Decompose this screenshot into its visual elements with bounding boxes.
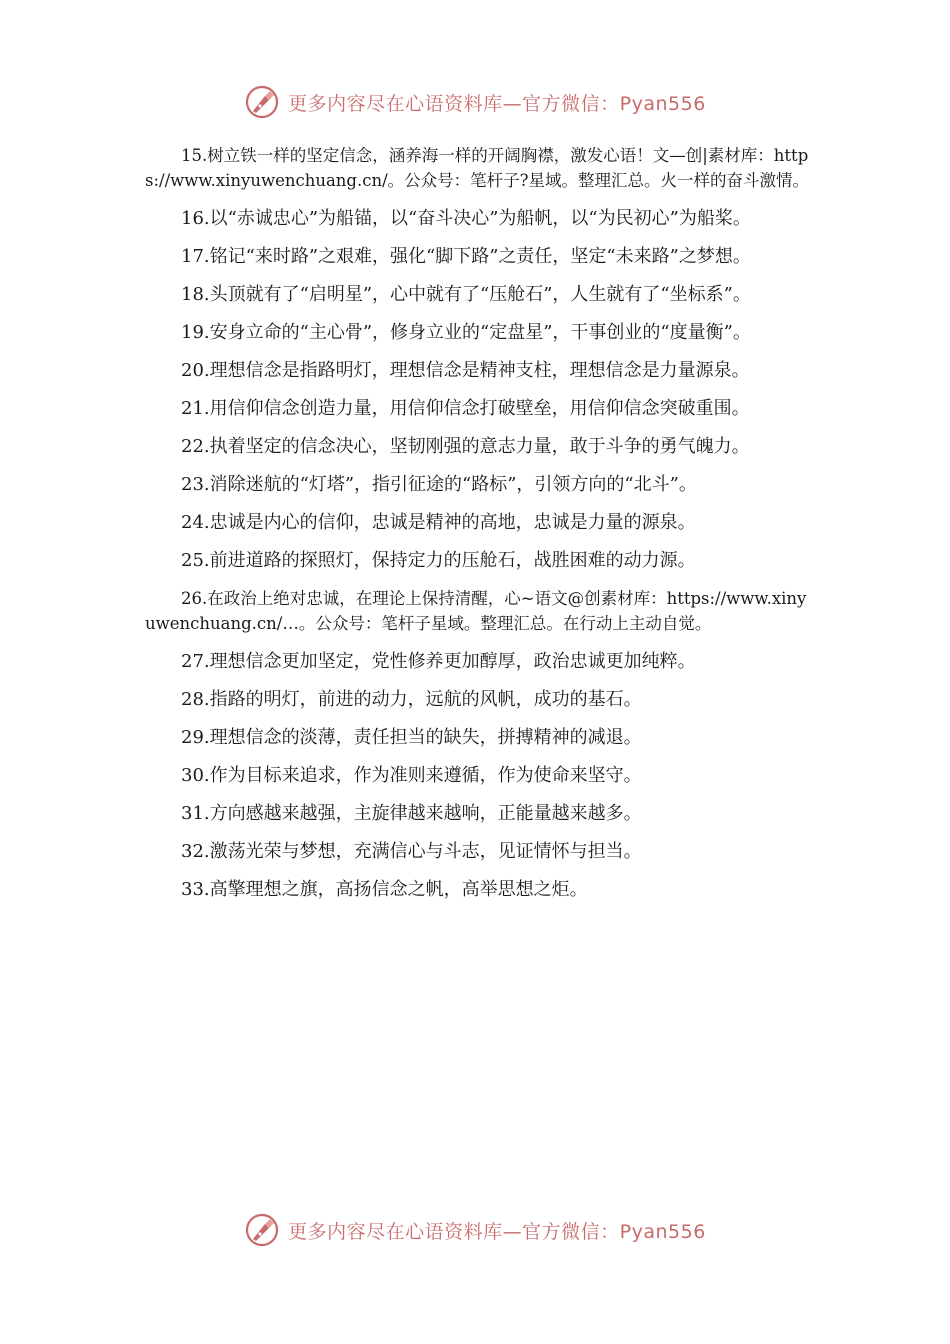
- paragraph-29: 29.理想信念的淡薄，责任担当的缺失，拼搏精神的减退。: [181, 727, 642, 748]
- paragraph-17: 17.铭记“来时路”之艰难，强化“脚下路”之责任，坚定“未来路”之梦想。: [181, 246, 751, 267]
- pen-nib-logo-icon: [244, 1212, 280, 1248]
- paragraph-25: 25.前进道路的探照灯，保持定力的压舱石，战胜困难的动力源。: [181, 550, 696, 571]
- pen-nib-logo-icon: [244, 84, 280, 120]
- header-banner: [0, 82, 950, 122]
- paragraph-27: 27.理想信念更加坚定，党性修养更加醇厚，政治忠诚更加纯粹。: [181, 651, 696, 672]
- paragraph-24: 24.忠诚是内心的信仰，忠诚是精神的高地，忠诚是力量的源泉。: [181, 512, 696, 533]
- paragraph-26: 26.在政治上绝对忠诚，在理论上保持清醒，心~语文@创素材库：https://www.xinyuwenchuang.cn/…。公众号：笔杆子星域。整理汇总。在行动上主动自觉。: [145, 589, 807, 633]
- footer-banner: [0, 1210, 950, 1250]
- paragraph-15: 15.树立铁一样的坚定信念，涵养海一样的开阔胸襟，激发心语！文—创|素材库：https://www.xinyuwenchuang.cn/。公众号：笔杆子?星域。整理汇总。火一样的奋斗激情。: [145, 146, 810, 190]
- paragraph-33: 33.高擎理想之旗，高扬信念之帆，高举思想之炬。: [181, 879, 588, 900]
- paragraph-32: 32.激荡光荣与梦想，充满信心与斗志，见证情怀与担当。: [181, 841, 642, 862]
- paragraph-19: 19.安身立命的“主心骨”，修身立业的“定盘星”，干事创业的“度量衡”。: [181, 322, 751, 343]
- paragraph-22: 22.执着坚定的信念决心，坚韧刚强的意志力量，敢于斗争的勇气魄力。: [181, 436, 750, 457]
- document-body: [145, 143, 810, 915]
- paragraph-16: 16.以“赤诚忠心”为船锚，以“奋斗决心”为船帆，以“为民初心”为船桨。: [181, 208, 751, 229]
- paragraph-30: 30.作为目标来追求，作为准则来遵循，作为使命来坚守。: [181, 765, 642, 786]
- paragraph-18: 18.头顶就有了“启明星”，心中就有了“压舱石”，人生就有了“坐标系”。: [181, 284, 751, 305]
- footer-banner-text: 更多内容尽在心语资料库—官方微信：Pyan556: [288, 1220, 706, 1243]
- paragraph-21: 21.用信仰信念创造力量，用信仰信念打破壁垒，用信仰信念突破重围。: [181, 398, 750, 419]
- header-banner-text: 更多内容尽在心语资料库—官方微信：Pyan556: [288, 92, 706, 115]
- paragraph-23: 23.消除迷航的“灯塔”，指引征途的“路标”，引领方向的“北斗”。: [181, 474, 697, 495]
- paragraph-20: 20.理想信念是指路明灯，理想信念是精神支柱，理想信念是力量源泉。: [181, 360, 750, 381]
- paragraph-31: 31.方向感越来越强，主旋律越来越响，正能量越来越多。: [181, 803, 642, 824]
- paragraph-28: 28.指路的明灯，前进的动力，远航的风帆，成功的基石。: [181, 689, 642, 710]
